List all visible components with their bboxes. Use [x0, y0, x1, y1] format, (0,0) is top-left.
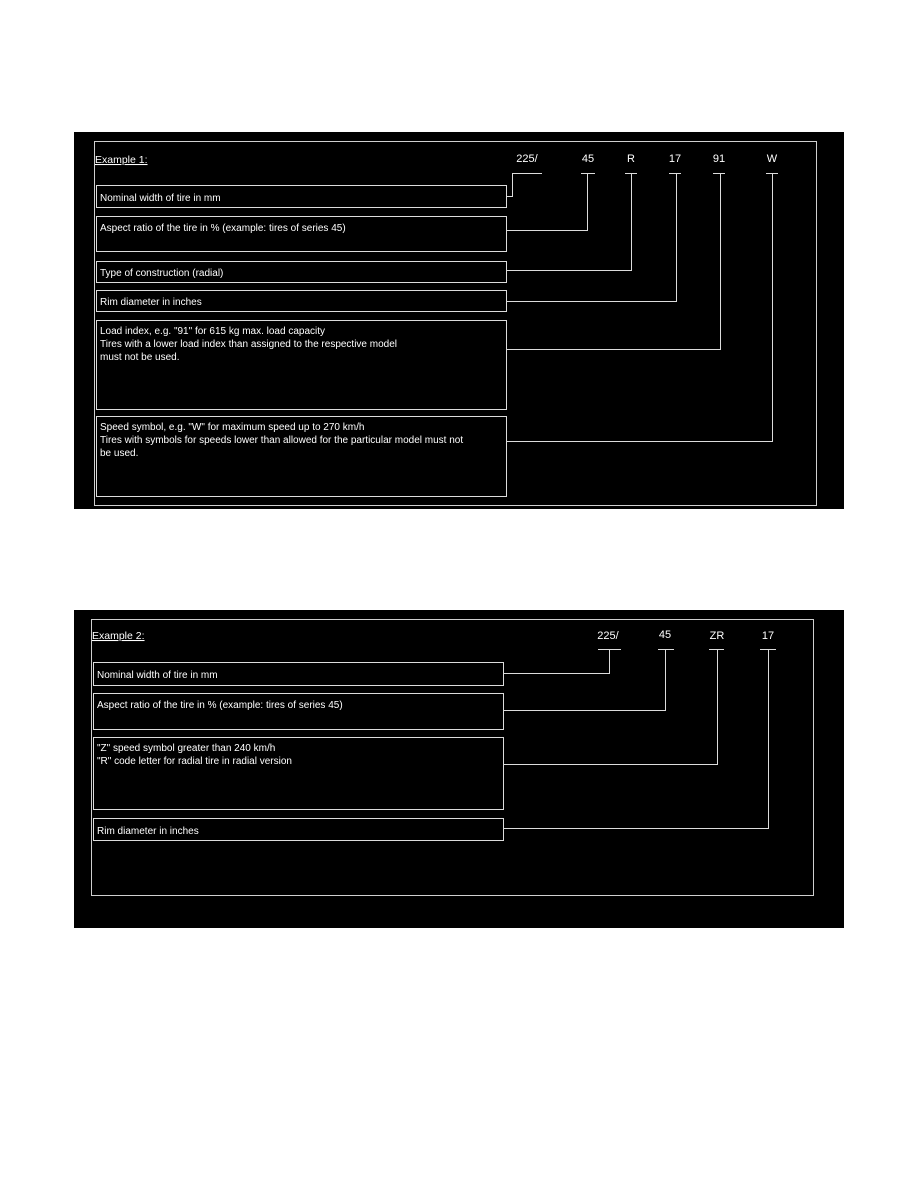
box-speed-symbol-line-1: Speed symbol, e.g. "W" for maximum speed up to 270 km/h [100, 422, 365, 433]
code-rim-diameter-2: 17 [761, 630, 775, 642]
code-rim-diameter: 17 [668, 153, 682, 165]
code-aspect-ratio: 45 [581, 153, 595, 165]
code-width: 225/ [516, 153, 538, 165]
box-nominal-width-2-text: Nominal width of tire in mm [97, 670, 218, 681]
box-speed-symbol-line-3: be used. [100, 448, 139, 459]
leader-rim-diameter-2 [504, 650, 769, 829]
example-2-diagram [74, 610, 844, 928]
box-speed-symbol-line-2: Tires with symbols for speeds lower than allowed for the particular model must not [100, 435, 464, 446]
code-aspect-ratio-2: 45 [658, 629, 672, 641]
leader-width [507, 174, 513, 197]
leader-load-index [507, 174, 721, 350]
leader-aspect-ratio [507, 174, 588, 231]
box-load-index-line-2: Tires with a lower load index than assigned to the respective model [100, 339, 398, 350]
leader-rim-diameter [507, 174, 677, 302]
code-speed-radial-2: ZR [709, 630, 725, 642]
code-width-2: 225/ [597, 630, 619, 642]
box-aspect-ratio-2-text: Aspect ratio of the tire in % (example: tires of series 45) [97, 700, 343, 711]
box-speed-radial-2-line-2: "R" code letter for radial tire in radial version [97, 756, 292, 767]
box-construction-text: Type of construction (radial) [100, 268, 224, 279]
example-1-panel [74, 132, 844, 509]
example-2-panel [74, 610, 844, 928]
leader-aspect-ratio-2 [504, 650, 666, 711]
box-rim-diameter-text: Rim diameter in inches [100, 297, 202, 308]
code-speed-symbol: W [766, 153, 778, 165]
box-aspect-ratio [97, 217, 507, 252]
box-rim-diameter-2-text: Rim diameter in inches [97, 826, 199, 837]
leader-speed-symbol [507, 174, 773, 442]
box-speed-radial-2-line-1: "Z" speed symbol greater than 240 km/h [97, 743, 276, 754]
leader-construction [507, 174, 632, 271]
code-construction: R [627, 153, 635, 165]
box-load-index-line-3: must not be used. [100, 352, 180, 363]
box-nominal-width-text: Nominal width of tire in mm [100, 193, 221, 204]
example-2-title: Example 2: [92, 630, 145, 642]
example-1-diagram [74, 132, 844, 509]
example-1-title: Example 1: [95, 154, 148, 166]
box-aspect-ratio-text: Aspect ratio of the tire in % (example: tires of series 45) [100, 223, 346, 234]
code-load-index: 91 [712, 153, 726, 165]
leader-speed-radial-2 [504, 650, 718, 765]
box-aspect-ratio-2 [94, 694, 504, 730]
leader-width-2 [504, 650, 610, 674]
box-load-index-line-1: Load index, e.g. "91" for 615 kg max. load capacity [100, 326, 326, 337]
